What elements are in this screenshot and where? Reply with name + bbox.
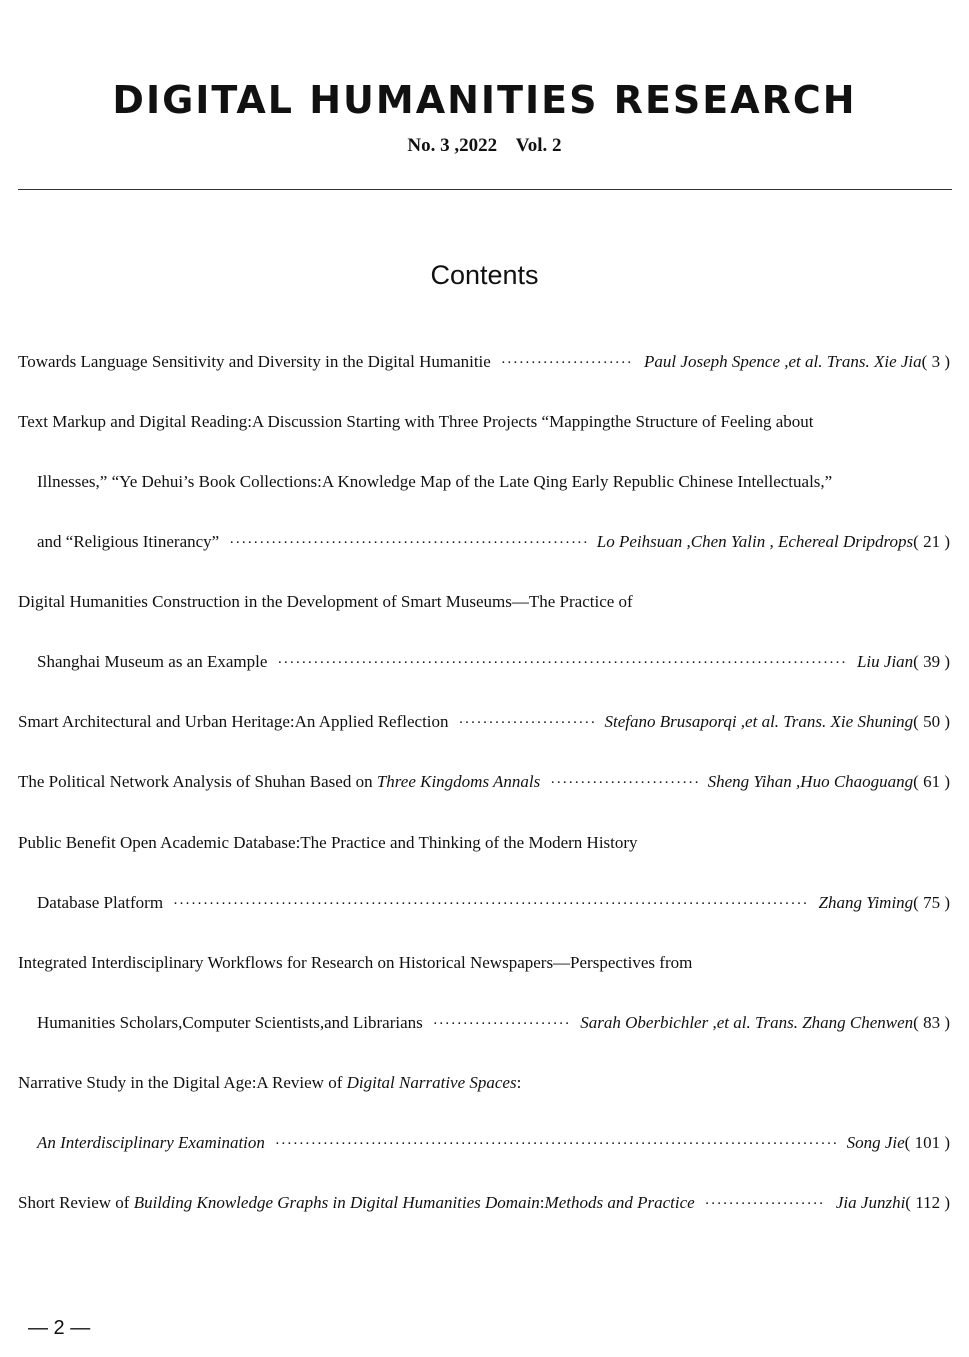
toc-entry-authors: Song Jie (846, 1133, 905, 1152)
toc-entry-page: ( 101 ) (904, 1133, 950, 1152)
toc-entry-page: ( 50 ) (913, 712, 950, 731)
toc-entry-8[interactable] (18, 1073, 950, 1099)
toc-entry-5[interactable] (18, 772, 950, 798)
leader-dots (229, 535, 587, 552)
toc-entry-6[interactable] (18, 833, 950, 859)
toc-entry-page: ( 83 ) (913, 1013, 950, 1032)
leader-dots (173, 896, 809, 913)
toc-entry-byline (857, 652, 950, 672)
toc-entry-title: Integrated Interdisciplinary Workflows for Research on Historical Newspapers—Perspectives from (18, 953, 693, 972)
title-italic-text: Building Knowledge Graphs in Digital Humanities Domain (133, 1193, 540, 1212)
toc-entry-title (18, 1193, 695, 1213)
toc-entry-byline (819, 893, 950, 913)
toc-entry-4[interactable] (18, 712, 950, 738)
title-text: : (539, 1193, 545, 1212)
toc-entry-byline (847, 1133, 950, 1153)
toc-entry-title (18, 1073, 521, 1093)
toc-entry-authors: Sheng Yihan ,Huo Chaoguang (707, 772, 914, 791)
toc-entry-authors: Liu Jian (856, 652, 914, 671)
toc-entry-7[interactable] (18, 953, 950, 979)
toc-entry-2-final (37, 532, 950, 558)
title-italic-text: Methods and Practice (544, 1193, 695, 1212)
toc-entry-2[interactable] (18, 412, 950, 438)
leader-dots (501, 355, 634, 372)
toc-entry-byline (597, 532, 950, 552)
leader-dots (433, 1016, 571, 1033)
toc-entry-2-continuation (37, 472, 950, 498)
title-italic-text: Digital Narrative Spaces (346, 1073, 517, 1092)
title-text: Narrative Study in the Digital Age:A Review of (18, 1073, 347, 1092)
toc-entry-title-cont: An Interdisciplinary Examination (37, 1133, 265, 1152)
leader-dots (550, 775, 697, 792)
toc-entry-3-final (37, 652, 950, 678)
toc-entry-title: Towards Language Sensitivity and Diversity in the Digital Humanitie (18, 352, 491, 371)
title-italic-text: Three Kingdoms Annals (376, 772, 541, 791)
toc-entry-title-cont: Database Platform (37, 893, 164, 912)
toc-entry-1[interactable] (18, 352, 950, 378)
toc-entry-page: ( 3 ) (921, 352, 950, 371)
toc-entry-3[interactable] (18, 592, 950, 618)
toc-entry-authors: Zhang Yiming (818, 893, 914, 912)
leader-dots (275, 1136, 837, 1153)
toc-entry-page: ( 75 ) (913, 893, 950, 912)
page-number: — 2 — (28, 1317, 91, 1339)
header-divider (18, 189, 952, 190)
toc-entry-title: Public Benefit Open Academic Database:The Practice and Thinking of the Modern History (18, 833, 638, 852)
issue-info: No. 3 ,2022 Vol. 2 (407, 135, 562, 156)
toc-entry-title: Digital Humanities Construction in the Development of Smart Museums—The Practice of (18, 592, 633, 611)
title-text: The Political Network Analysis of Shuhan Based on (18, 772, 377, 791)
toc-entry-byline (644, 352, 950, 372)
toc-entry-8-final (37, 1133, 950, 1159)
toc-entry-title: Smart Architectural and Urban Heritage:An Applied Reflection (18, 712, 449, 731)
toc-entry-byline (836, 1193, 950, 1213)
toc-entry-page: ( 39 ) (913, 652, 950, 671)
toc-entry-authors: Paul Joseph Spence ,et al. Trans. Xie Jia (644, 352, 922, 371)
toc-entry-page: ( 61 ) (913, 772, 950, 791)
toc-entry-byline (708, 772, 950, 792)
toc-entry-7-final (37, 1013, 950, 1039)
toc-entry-title (18, 772, 540, 792)
toc-entry-6-final (37, 893, 950, 919)
leader-dots (705, 1196, 826, 1213)
leader-dots (277, 655, 847, 672)
toc-entry-authors: Lo Peihsuan ,Chen Yalin , Echereal Dripdrops (596, 532, 914, 551)
leader-dots (459, 715, 595, 732)
toc-entry-byline (604, 712, 950, 732)
toc-entry-page: ( 21 ) (913, 532, 950, 551)
toc-entry-title: Text Markup and Digital Reading:A Discussion Starting with Three Projects “Mappingthe Structure of Feeling about (18, 412, 814, 431)
toc-entry-title-cont: Humanities Scholars,Computer Scientists,and Librarians (37, 1013, 423, 1032)
title-text: Short Review of (18, 1193, 134, 1212)
toc-entry-9[interactable] (18, 1193, 950, 1219)
toc-entry-authors: Sarah Oberbichler ,et al. Trans. Zhang Chenwen (580, 1013, 914, 1032)
toc-entry-title-cont: Shanghai Museum as an Example (37, 652, 268, 671)
title-text: : (516, 1073, 522, 1092)
toc-entry-page: ( 112 ) (905, 1193, 950, 1212)
journal-title: DIGITAL HUMANITIES RESEARCH (112, 78, 857, 122)
toc-entry-authors: Jia Junzhi (835, 1193, 906, 1212)
toc-entry-byline (580, 1013, 950, 1033)
contents-heading: Contents (430, 260, 539, 290)
toc-entry-title-cont: and “Religious Itinerancy” (37, 532, 220, 551)
toc-entry-authors: Stefano Brusaporqi ,et al. Trans. Xie Shuning (604, 712, 914, 731)
toc-entry-title-cont: Illnesses,” “Ye Dehui’s Book Collections:A Knowledge Map of the Late Qing Early Republic Chinese Intellectuals,” (37, 472, 833, 491)
